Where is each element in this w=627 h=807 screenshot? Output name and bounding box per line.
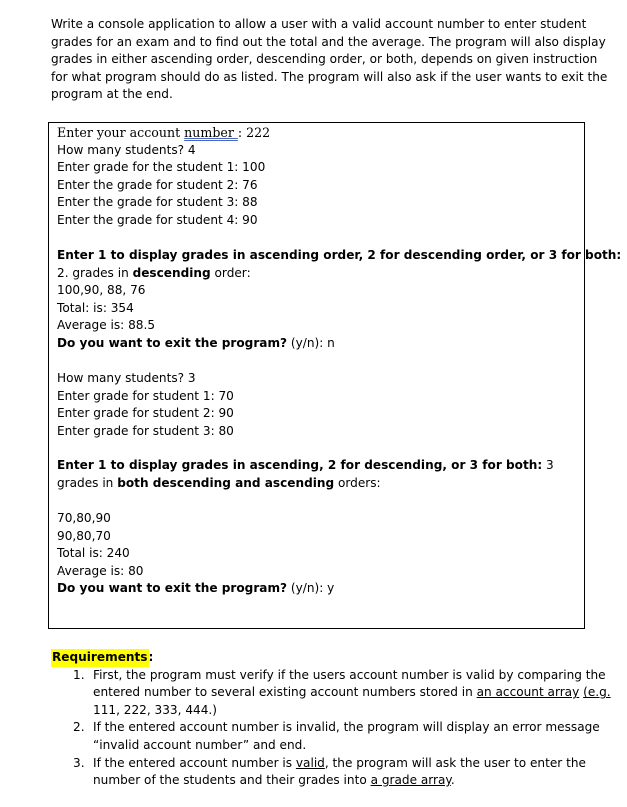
total-line: Total: is: 354 — [57, 301, 134, 315]
requirement-underlined: valid — [295, 755, 325, 770]
requirements-heading — [51, 649, 611, 667]
account-prompt-word: number — [184, 125, 238, 140]
exit-prompt — [57, 580, 334, 598]
requirement-text: If the entered account number is invalid, the program will display an error message “invalid account number” and end. — [93, 720, 600, 752]
requirement-item — [51, 755, 611, 790]
sorted-grades-desc: 90,80,70 — [57, 529, 111, 543]
requirement-number: 3. — [73, 755, 85, 770]
requirement-number: 1. — [73, 667, 85, 682]
requirement-text: 111, 222, 333, 444.) — [93, 702, 217, 717]
exit-prompt-text: Do you want to exit the program? — [57, 336, 288, 350]
requirement-text: First, the program must verify if the users account number is valid by comparing the entered number to several existing account numbers stored in — [93, 667, 606, 700]
order-prompt — [57, 247, 621, 265]
account-prompt-pre: Enter your account — [57, 125, 185, 140]
requirements-heading-colon: : — [148, 650, 154, 664]
grade-line: Enter the grade for student 2: 76 — [57, 178, 258, 192]
requirement-underlined: a grade array — [370, 773, 451, 788]
students-prompt: How many students? 3 — [57, 371, 196, 385]
average-line: Average is: 88.5 — [57, 318, 156, 332]
account-prompt-post: : 222 — [237, 125, 271, 140]
console-output-box — [48, 122, 622, 629]
requirement-number: 2. — [73, 720, 85, 735]
order-prompt — [57, 457, 577, 492]
grade-line: Enter the grade for student 4: 90 — [57, 213, 258, 227]
order-choice-bold: both descending and ascending — [117, 475, 335, 490]
exit-prompt — [57, 335, 335, 353]
students-prompt: How many students? 4 — [57, 143, 196, 157]
requirements-section — [51, 649, 611, 790]
requirements-heading-text: Requirements — [51, 649, 149, 667]
intro-paragraph: Write a console application to allow a user with a valid account number to enter student grades for an exam and to find out the total and the average. The program will also display grades in either ascending order, descending order, or both, depends on given instruction for what program should do as listed. The program will also ask if the user wants to exit the program at the end. — [51, 17, 608, 102]
sorted-grades-asc: 70,80,90 — [57, 511, 111, 525]
exit-answer: (y/n): n — [287, 336, 335, 350]
order-choice-pre: 2. grades in — [57, 266, 133, 280]
requirement-text: If the entered account number is — [93, 755, 296, 770]
requirement-item — [51, 719, 611, 754]
sorted-grades: 100,90, 88, 76 — [57, 283, 146, 297]
exit-prompt-text: Do you want to exit the program? — [57, 581, 288, 595]
order-prompt-text: Enter 1 to display grades in ascending, 2 for descending, or 3 for both: — [57, 458, 543, 472]
order-choice-post: order: — [210, 266, 251, 280]
requirement-item — [51, 667, 611, 720]
requirement-text: . — [450, 773, 455, 788]
order-choice-pre: 3 grades in — [57, 458, 554, 490]
order-choice-post: orders: — [334, 475, 381, 490]
requirements-list — [51, 667, 611, 790]
grade-line: Enter the grade for student 3: 88 — [57, 195, 258, 209]
order-choice-bold: descending — [132, 266, 211, 280]
grade-line: Enter grade for student 2: 90 — [57, 406, 234, 420]
grade-line: Enter grade for the student 1: 100 — [57, 160, 266, 174]
total-line: Total is: 240 — [57, 546, 130, 560]
grade-line: Enter grade for student 1: 70 — [57, 389, 234, 403]
order-prompt-text: Enter 1 to display grades in ascending order, 2 for descending order, or 3 for both: — [57, 248, 622, 262]
order-choice — [57, 265, 251, 283]
account-prompt — [57, 124, 270, 142]
requirement-text: , the program will ask the user to enter the number of the students and their grades into — [93, 755, 586, 788]
exit-answer: (y/n): y — [287, 581, 335, 595]
grade-line: Enter grade for student 3: 80 — [57, 424, 234, 438]
requirement-underlined: (e.g. — [583, 685, 611, 700]
average-line: Average is: 80 — [57, 564, 144, 578]
requirement-underlined: an account array — [476, 685, 580, 700]
